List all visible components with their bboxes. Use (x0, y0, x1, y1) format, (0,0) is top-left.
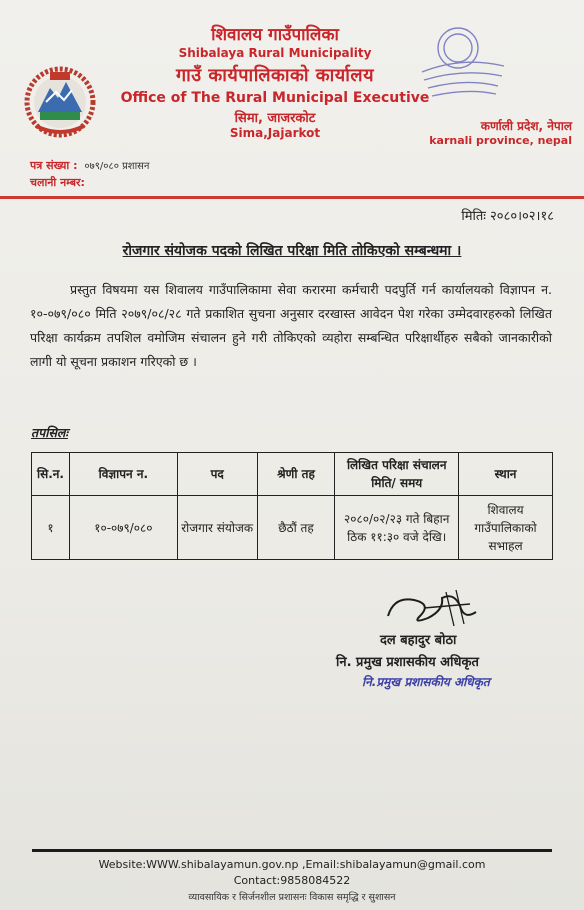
col-advertisement-no: विज्ञापन न. (69, 453, 177, 496)
signatory-title: नि. प्रमुख प्रशासकीय अधिकृत (336, 655, 479, 670)
place-en: Sima,Jajarkot (229, 126, 321, 140)
footer-slogan: व्यावसायिक र सिर्जनशील प्रशासनः विकास समृद्धि र सुशासन (188, 892, 396, 903)
office-seal-stamp (414, 16, 510, 106)
dispatch-number-label: चलानी नम्बर: (30, 176, 85, 189)
notice-subject-text: रोजगार संयोजक पदको लिखित परिक्षा मिति तोकिएको सम्बन्धमा । (122, 243, 462, 259)
table-header-row (32, 453, 553, 496)
notice-body: प्रस्तुत विषयमा यस शिवालय गाउँपालिकामा सेवा करारमा कर्मचारी पदपुर्ति गर्न कार्यालयको विज्ञापन न. १०-०७९/०८० मिति २०७९/०८/२८ गते प्रकाशित सुचना अनुसार दरखास्त आवेदन पेश गरेका उम्मेदवारहरुको लिखित परिक्षा कार्यक्रम तपशिल वमोजिम संचालन हुने गरी तोकिएको व्यहोरा सम्बन्धित परिक्षार्थीहरु सबैको जानकारीको लागी यो सूचना प्रकाशन गरिएको छ । (30, 282, 552, 369)
office-name-en: Office of The Rural Municipal Executive (120, 90, 430, 106)
col-serial: सि.न. (32, 453, 70, 496)
header-divider (0, 196, 584, 199)
place-np: सिमा, जाजरकोट (234, 111, 316, 126)
footer-divider (32, 849, 552, 852)
col-level: श्रेणी तह (257, 453, 335, 496)
cell-serial: १ (32, 496, 70, 560)
cell-post: रोजगार संयोजक (177, 496, 257, 560)
letter-number-label: पत्र संख्या : (30, 159, 78, 172)
footer-contact: Contact:9858084522 (233, 874, 351, 887)
footer-web-email: Website:WWW.shibalayamun.gov.np ,Email:shibalayamun@gmail.com (98, 858, 486, 871)
notice-date: मितिः २०८०।०२।१८ (461, 209, 554, 224)
municipality-name-np: शिवालय गाउँपालिका (211, 25, 339, 45)
col-exam-datetime: लिखित परिक्षा संचालन मिति/ समय (335, 453, 459, 496)
province-np: कर्णाली प्रदेश, नेपाल (480, 119, 572, 133)
exam-schedule-table (31, 452, 553, 560)
office-name-np: गाउँ कार्यपालिकाको कार्यालय (175, 65, 375, 86)
col-post: पद (177, 453, 257, 496)
cell-advertisement-no: १०-०७९/०८० (69, 496, 177, 560)
table-row (32, 496, 553, 560)
cell-exam-datetime: २०८०/०२/२३ गते बिहान ठिक ११:३० वजे देखि। (335, 496, 459, 560)
signatory-stamp: नि.प्रमुख प्रशासकीय अधिकृत (362, 675, 490, 689)
province-en: karnali province, nepal (429, 134, 572, 147)
signatory-name: दल बहादुर बोठा (380, 633, 457, 648)
notice-subject (0, 241, 584, 260)
cell-venue: शिवालय गाउँपालिकाको सभाहल (459, 496, 553, 560)
cell-level: छैठौं तह (257, 496, 335, 560)
government-emblem-icon (22, 62, 98, 140)
handwritten-signature (384, 586, 484, 630)
schedule-label: तपसिलः (31, 425, 68, 440)
letter-number (30, 158, 149, 173)
letter-number-value: ०७९/०८० प्रशासन (84, 161, 150, 172)
col-venue: स्थान (459, 453, 553, 496)
municipality-name-en: Shibalaya Rural Municipality (178, 46, 372, 60)
